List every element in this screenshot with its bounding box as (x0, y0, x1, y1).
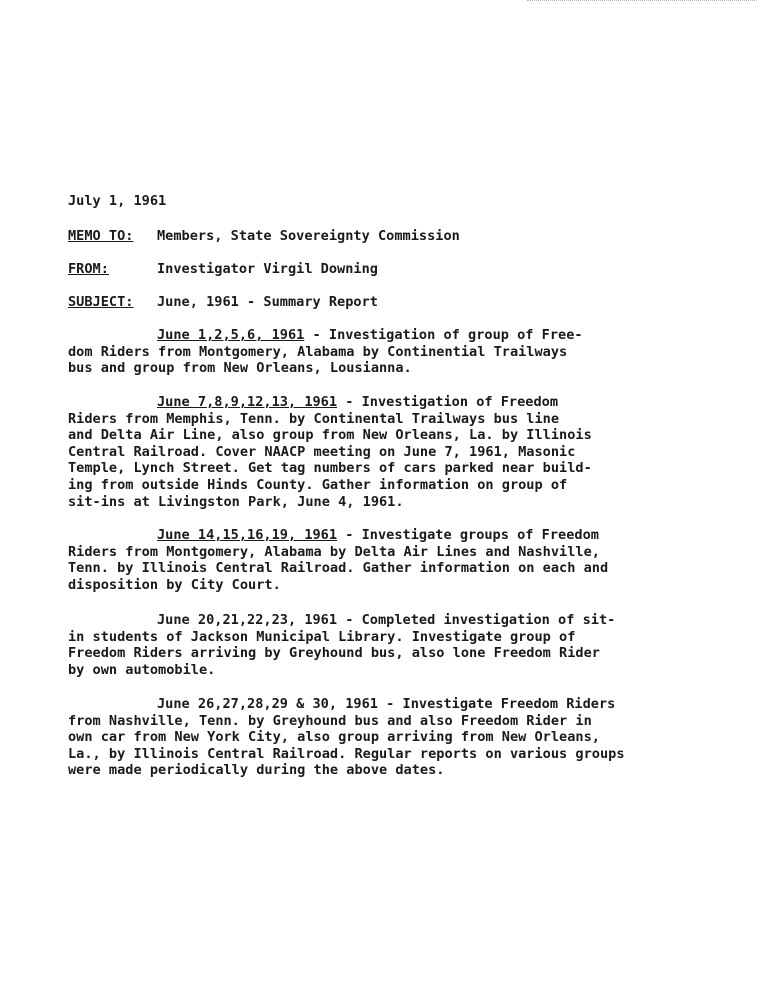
paragraph-first-line (68, 394, 708, 411)
paragraph-first-line (68, 612, 708, 629)
paragraph-line: Riders from Memphis, Tenn. by Continental Trailways bus line (68, 410, 560, 427)
paragraph-line: own car from New York City, also group arriving from New Orleans, (68, 729, 600, 746)
paragraph-june-20-23 (68, 612, 708, 678)
paragraph-first-line (68, 527, 708, 544)
from-value: Investigator Virgil Downing (157, 261, 378, 277)
paragraph-line: ing from outside Hinds County. Gather information on group of (68, 476, 568, 493)
paragraph-line: Tenn. by Illinois Central Railroad. Gather information on each and (68, 560, 609, 577)
paragraph-text: - Investigate Freedom Riders (377, 696, 616, 712)
paragraph-text: - Investigate groups of Freedom (337, 527, 599, 543)
paragraph-june-26-30 (68, 696, 708, 779)
paragraph-line: bus and group from New Orleans, Lousianna. (68, 360, 412, 377)
paragraph-june-1-6 (68, 327, 708, 377)
memo-to-line (68, 228, 460, 244)
paragraph-first-line (68, 696, 708, 713)
paragraph-line: Riders from Montgomery, Alabama by Delta Air Lines and Nashville, (68, 543, 600, 560)
memo-to-value: Members, State Sovereignty Commission (157, 228, 460, 244)
paragraph-text: - Investigation of group of Free- (304, 327, 583, 343)
paragraph-date: June 7,8,9,12,13, 1961 (157, 394, 338, 410)
paragraph-line: were made periodically during the above dates. (68, 762, 445, 779)
from-line (68, 261, 378, 277)
memo-date: July 1, 1961 (68, 193, 167, 209)
paragraph-text: - Investigation of Freedom (337, 394, 559, 410)
paragraph-line: La., by Illinois Central Railroad. Regular reports on various groups (68, 745, 625, 762)
from-label: FROM: (68, 261, 109, 277)
memo-to-label: MEMO TO: (68, 228, 134, 244)
paragraph-line: in students of Jackson Municipal Library. Investigate group of (68, 628, 576, 645)
paragraph-line: by own automobile. (68, 661, 216, 678)
paragraph-june-14-19 (68, 527, 708, 593)
paragraph-first-line (68, 327, 708, 344)
paragraph-date: June 20,21,22,23, 1961 (157, 612, 338, 628)
paragraph-line: disposition by City Court. (68, 576, 281, 593)
paragraph-text: - Completed investigation of sit- (337, 612, 616, 628)
paragraph-line: Temple, Lynch Street. Get tag numbers of cars parked near build- (68, 460, 592, 477)
paragraph-date: June 26,27,28,29 & 30, 1961 (157, 696, 378, 712)
paragraph-line: and Delta Air Line, also group from New Orleans, La. by Illinois (68, 427, 592, 444)
paragraph-line: Freedom Riders arriving by Greyhound bus, also lone Freedom Rider (68, 645, 600, 662)
paragraph-line: dom Riders from Montgomery, Alabama by Continential Trailways (68, 343, 568, 360)
paragraph-line: sit-ins at Livingston Park, June 4, 1961. (68, 493, 404, 510)
paragraph-line: Central Railroad. Cover NAACP meeting on June 7, 1961, Masonic (68, 443, 576, 460)
paragraph-line: from Nashville, Tenn. by Greyhound bus and also Freedom Rider in (68, 712, 592, 729)
subject-line (68, 294, 378, 310)
paragraph-date: June 14,15,16,19, 1961 (157, 527, 338, 543)
scan-edge-mark (527, 0, 757, 1)
subject-value: June, 1961 - Summary Report (157, 294, 378, 310)
subject-label: SUBJECT: (68, 294, 134, 310)
paragraph-june-7-13 (68, 394, 708, 510)
paragraph-date: June 1,2,5,6, 1961 (157, 327, 305, 343)
